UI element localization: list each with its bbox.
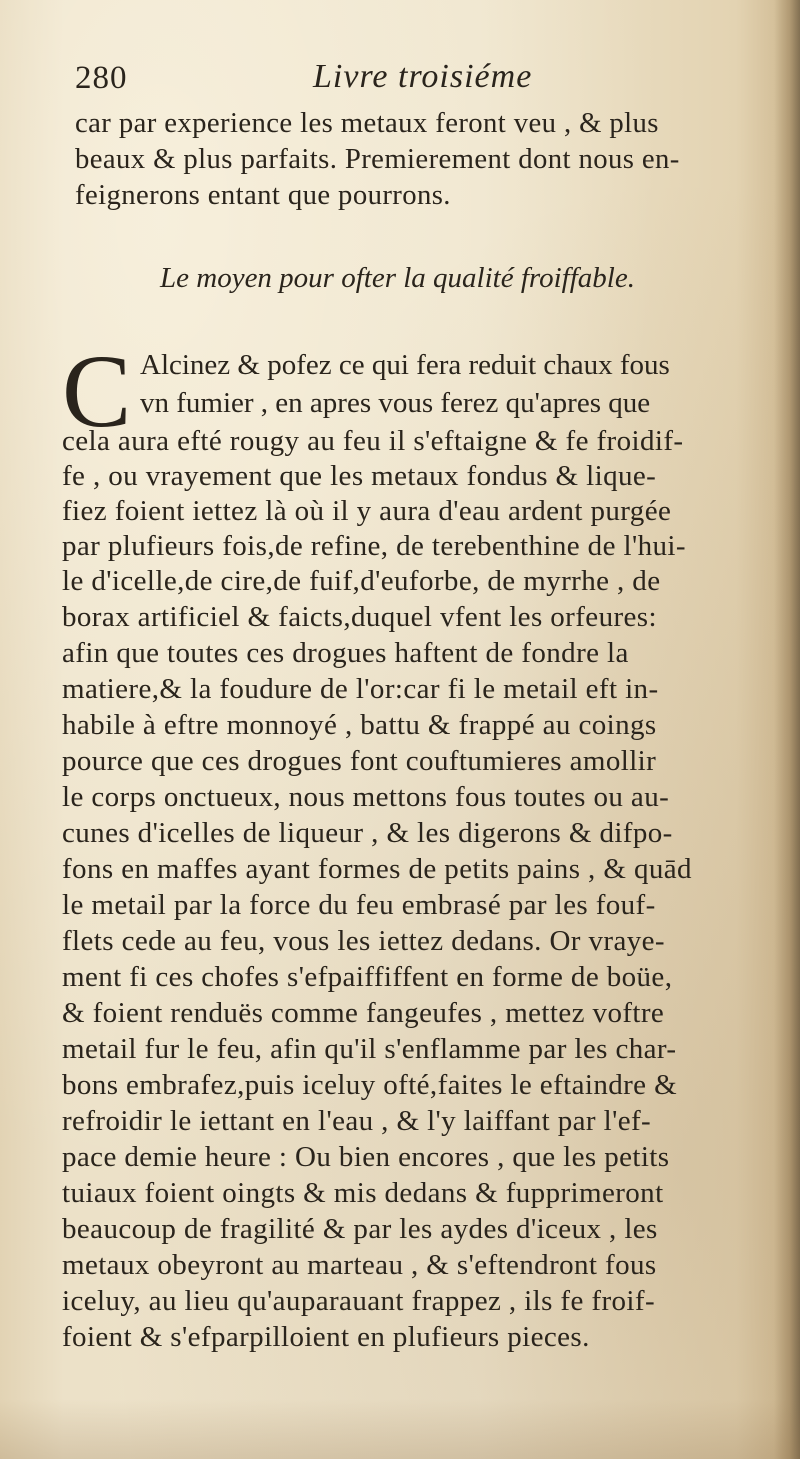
text-line: cela aura efté rougy au feu il s'eftaigne & fe froidif- xyxy=(62,425,684,457)
text-line: & foient renduës comme fangeufes , mettez voftre xyxy=(62,997,665,1029)
text-line: fe , ou vrayement que les metaux fondus & lique- xyxy=(62,460,657,492)
text-line: tuiaux foient oingts & mis dedans & fupprimeront xyxy=(62,1177,664,1209)
section-heading: Le moyen pour ofter la qualité froiffable. xyxy=(160,262,635,294)
text-line: pace demie heure : Ou bien encores , que les petits xyxy=(62,1141,670,1173)
text-line: beaux & plus parfaits. Premierement dont nous en- xyxy=(75,143,680,175)
text-line: bons embrafez,puis iceluy ofté,faites le eftaindre & xyxy=(62,1069,678,1101)
text-line: le d'icelle,de cire,de fuif,d'euforbe, de myrrhe , de xyxy=(62,565,661,597)
text-line: le metail par la force du feu embrasé par les fouf- xyxy=(62,889,656,921)
text-line: pource que ces drogues font couftumieres amollir xyxy=(62,745,657,777)
text-line: iceluy, au lieu qu'auparauant frappez , ils fe froif- xyxy=(62,1285,656,1317)
text-line: metail fur le feu, afin qu'il s'enflamme par les char- xyxy=(62,1033,677,1065)
text-line: metaux obeyront au marteau , & s'eftendront fous xyxy=(62,1249,657,1281)
text-line: par plufieurs fois,de refine, de terebenthine de l'hui- xyxy=(62,530,686,562)
running-title: Livre troisiéme xyxy=(313,58,533,95)
text-line: cunes d'icelles de liqueur , & les digerons & difpo- xyxy=(62,817,673,849)
text-line: Alcinez & pofez ce qui fera reduit chaux fous xyxy=(140,349,670,381)
text-line: ment fi ces chofes s'efpaiffiffent en forme de boüe, xyxy=(62,961,673,993)
text-line: beaucoup de fragilité & par les aydes d'iceux , les xyxy=(62,1213,658,1245)
text-line: foient & s'efparpilloient en plufieurs pieces. xyxy=(62,1321,590,1353)
text-line: flets cede au feu, vous les iettez dedans. Or vraye- xyxy=(62,925,665,957)
text-line: feignerons entant que pourrons. xyxy=(75,179,451,211)
text-line: afin que toutes ces drogues haftent de fondre la xyxy=(62,637,629,669)
text-line: vn fumier , en apres vous ferez qu'apres que xyxy=(140,387,651,419)
text-line: refroidir le iettant en l'eau , & l'y laiffant par l'ef- xyxy=(62,1105,652,1137)
drop-cap: C xyxy=(62,334,132,449)
text-line: matiere,& la foudure de l'or:car fi le metail eft in- xyxy=(62,673,659,705)
text-line: habile à eftre monnoyé , battu & frappé au coings xyxy=(62,709,657,741)
text-line: fons en maffes ayant formes de petits pains , & quād xyxy=(62,853,692,885)
page-number: 280 xyxy=(75,60,128,96)
text-line: borax artificiel & faicts,duquel vfent les orfeures: xyxy=(62,601,657,633)
text-line: le corps onctueux, nous mettons fous toutes ou au- xyxy=(62,781,670,813)
text-line: car par experience les metaux feront veu , & plus xyxy=(75,107,659,139)
text-line: fiez foient iettez là où il y aura d'eau ardent purgée xyxy=(62,495,672,527)
